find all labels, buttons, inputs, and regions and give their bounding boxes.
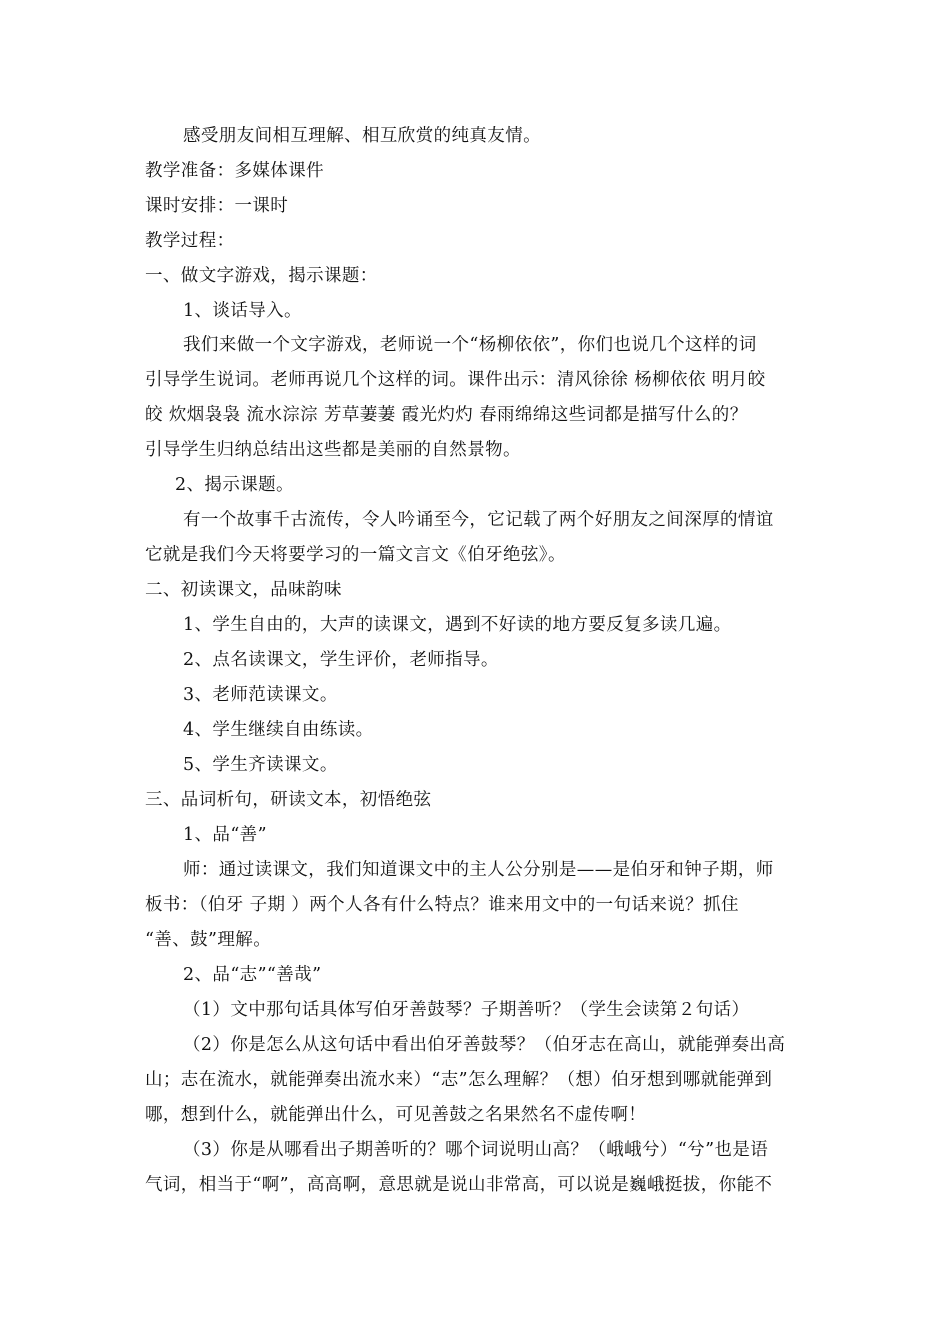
text-line: 1、学生自由的，大声的读课文，遇到不好读的地方要反复多读几遍。	[183, 615, 732, 635]
text-line: 有一个故事千古流传，令人吟诵至今，它记载了两个好朋友之间深厚的情谊	[183, 510, 774, 530]
text-line: 2、揭示课题。	[175, 475, 294, 495]
text-line: “善、鼓”理解。	[145, 930, 272, 950]
text-line: 感受朋友间相互理解、相互欣赏的纯真友情。	[183, 126, 541, 146]
text-line: 引导学生说词。老师再说几个这样的词。课件出示：清风徐徐 杨柳依依 明月皎	[145, 370, 766, 390]
text-line: （3）你是从哪看出子期善听的？哪个词说明山高？（峨峨兮）“兮”也是语	[183, 1140, 769, 1160]
text-line: 课时安排：一课时	[145, 196, 289, 216]
text-line: 它就是我们今天将要学习的一篇文言文《伯牙绝弦》。	[145, 545, 566, 565]
text-line: 哪，想到什么，就能弹出什么，可见善鼓之名果然名不虚传啊！	[145, 1105, 647, 1125]
text-line: 山；志在流水，就能弹奏出流水来）“志”怎么理解？（想）伯牙想到哪就能弹到	[145, 1070, 773, 1090]
text-line: 4、学生继续自由练读。	[183, 720, 374, 740]
text-line: 引导学生归纳总结出这些都是美丽的自然景物。	[145, 440, 521, 460]
section-heading: 二、初读课文，品味韵味	[145, 580, 342, 600]
text-line: 2、品“志”“善哉”	[183, 965, 322, 985]
text-line: 教学过程：	[145, 231, 235, 251]
text-line: 1、品“善”	[183, 825, 267, 845]
text-line: 5、学生齐读课文。	[183, 755, 338, 775]
text-line: 2、点名读课文，学生评价，老师指导。	[183, 650, 499, 670]
section-heading: 一、做文字游戏，揭示课题：	[145, 266, 378, 286]
text-line: 气词，相当于“啊”，高高啊，意思就是说山非常高，可以说是巍峨挺拔，你能不	[145, 1175, 773, 1195]
text-line: （1）文中那句话具体写伯牙善鼓琴？子期善听？（学生会读第２句话）	[183, 1000, 750, 1020]
text-line: 师：通过读课文，我们知道课文中的主人公分别是——是伯牙和钟子期，师	[183, 860, 774, 880]
text-line: 皎 炊烟袅袅 流水淙淙 芳草萋萋 霞光灼灼 春雨绵绵这些词都是描写什么的？	[145, 405, 748, 425]
text-line: 教学准备：多媒体课件	[145, 161, 324, 181]
text-line: 1、谈话导入。	[183, 301, 302, 321]
text-line: （2）你是怎么从这句话中看出伯牙善鼓琴？（伯牙志在高山，就能弹奏出高	[183, 1035, 786, 1055]
text-line: 3、老师范读课文。	[183, 685, 338, 705]
text-line: 我们来做一个文字游戏，老师说一个“杨柳依依”，你们也说几个这样的词	[183, 335, 757, 355]
text-line: 板书：（伯牙 子期 ）两个人各有什么特点？谁来用文中的一句话来说？抓住	[145, 895, 739, 915]
section-heading: 三、品词析句，研读文本，初悟绝弦	[145, 790, 432, 810]
